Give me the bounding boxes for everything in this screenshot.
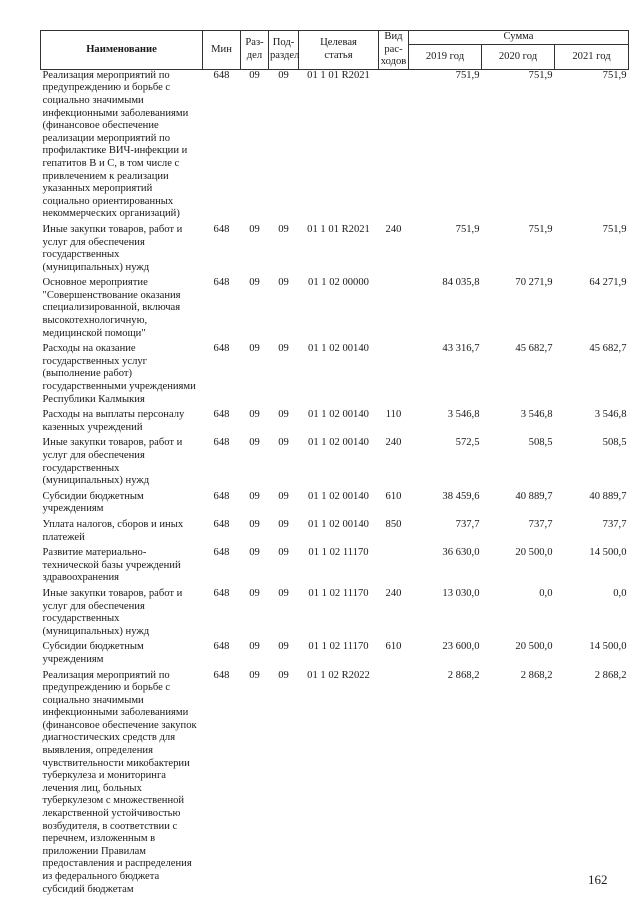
page-number: 162	[588, 872, 608, 887]
row-razdel: 09	[249, 223, 260, 235]
table-row	[41, 437, 629, 487]
row-name: Реализация мероприятий по предупреждению и борьбе с социально значимыми инфекционными заболеваниями (финансовое обеспечение реализации мероприятий по профилактике ВИЧ-инфекции и гепатитов В и С, в том числе с привлечением к реализации указанных мероприятий социально ориентированных некоммерческих организаций)	[42, 69, 189, 220]
row-sum-2021: 737,7	[602, 518, 627, 530]
row-sum-2019: 572,5	[455, 437, 480, 449]
header-vid-rashodov: Вид рас- ходов	[379, 31, 409, 70]
row-sum-2021: 508,5	[602, 437, 627, 449]
table-row	[41, 277, 629, 340]
row-vid-rashodov: 110	[385, 409, 402, 421]
row-celevaya-statya: 01 1 02 11170	[308, 587, 369, 599]
row-vid-rashodov	[379, 343, 409, 406]
row-celevaya-statya: 01 1 02 00140	[308, 437, 369, 449]
row-name: Иные закупки товаров, работ и услуг для обеспечения государственных (муниципальных) нужд	[42, 223, 183, 273]
row-name: Расходы на выплаты персоналу казенных учреждений	[42, 409, 185, 433]
row-celevaya-statya: 01 1 01 R2021	[307, 69, 370, 81]
row-podrazdel: 09	[278, 277, 289, 289]
table-row	[41, 547, 629, 585]
header-name: Наименование	[41, 31, 203, 70]
header-podrazdel: Под- раздел	[269, 31, 299, 70]
row-min: 648	[213, 641, 230, 653]
row-sum-2019: 737,7	[455, 518, 480, 530]
row-razdel: 09	[249, 518, 260, 530]
row-vid-rashodov	[379, 277, 409, 340]
table-row	[41, 641, 629, 666]
table-row	[41, 491, 629, 516]
row-celevaya-statya: 01 1 02 00140	[308, 518, 369, 530]
row-sum-2019: 23 600,0	[442, 641, 480, 653]
header-min: Мин	[203, 31, 241, 70]
row-podrazdel: 09	[278, 437, 289, 449]
row-sum-2020: 70 271,9	[515, 277, 553, 289]
row-celevaya-statya: 01 1 01 R2021	[307, 223, 370, 235]
row-sum-2021: 751,9	[602, 69, 627, 81]
row-sum-2020: 3 546,8	[520, 409, 553, 421]
header-year-2019: 2019 год	[409, 45, 482, 69]
row-sum-2021: 45 682,7	[589, 343, 627, 355]
row-razdel: 09	[249, 437, 260, 449]
header-year-2020: 2020 год	[482, 45, 555, 69]
row-vid-rashodov	[379, 670, 409, 897]
row-vid-rashodov: 850	[385, 518, 402, 530]
table-row	[41, 588, 629, 638]
row-celevaya-statya: 01 1 02 00140	[308, 409, 369, 421]
table-body	[41, 69, 629, 896]
row-razdel: 09	[249, 277, 260, 289]
row-podrazdel: 09	[278, 343, 289, 355]
row-sum-2020: 751,9	[528, 69, 553, 81]
row-razdel: 09	[249, 669, 260, 681]
row-sum-2019: 43 316,7	[442, 343, 480, 355]
row-razdel: 09	[249, 547, 260, 559]
row-sum-2021: 64 271,9	[589, 277, 627, 289]
row-sum-2020: 20 500,0	[515, 641, 553, 653]
row-sum-2019: 84 035,8	[442, 277, 480, 289]
row-podrazdel: 09	[278, 641, 289, 653]
row-vid-rashodov: 610	[385, 641, 402, 653]
row-celevaya-statya: 01 1 02 11170	[308, 547, 369, 559]
row-name: Расходы на оказание государственных услуг (выполнение работ) государственными учреждениями Республики Калмыкия	[42, 343, 196, 405]
row-vid-rashodov: 240	[385, 587, 402, 599]
row-min: 648	[213, 518, 230, 530]
table-row	[41, 519, 629, 544]
row-min: 648	[213, 669, 230, 681]
row-razdel: 09	[249, 641, 260, 653]
row-podrazdel: 09	[278, 490, 289, 502]
row-sum-2019: 751,9	[455, 223, 480, 235]
table-row	[41, 409, 629, 434]
row-name: Реализация мероприятий по предупреждению и борьбе с социально значимыми инфекционными заболеваниями (финансовое обеспечение закупок диагностических средств для выявления, определения чувствительности микобактерии туберкулеза и мониторинга лечения лиц, больных туберкулезом с множественной лекарственной устойчивостью возбудителя, в соответствии с перечнем, изложенным в приложении Правилам предоставления и распределения из федерального бюджета субсидий бюджетам	[42, 669, 197, 895]
row-celevaya-statya: 01 1 02 00140	[308, 490, 369, 502]
table-header	[41, 31, 629, 70]
row-min: 648	[213, 547, 230, 559]
row-razdel: 09	[249, 409, 260, 421]
table-row	[41, 343, 629, 406]
row-podrazdel: 09	[278, 587, 289, 599]
row-podrazdel: 09	[278, 547, 289, 559]
row-min: 648	[213, 587, 230, 599]
row-min: 648	[213, 223, 230, 235]
row-razdel: 09	[249, 69, 260, 81]
row-vid-rashodov: 240	[385, 223, 402, 235]
header-celevaya-statya: Целевая статья	[299, 31, 379, 70]
header-year-2021: 2021 год	[555, 45, 629, 69]
row-podrazdel: 09	[278, 223, 289, 235]
row-razdel: 09	[249, 587, 260, 599]
row-sum-2020: 2 868,2	[520, 669, 553, 681]
row-name: Иные закупки товаров, работ и услуг для обеспечения государственных (муниципальных) нужд	[42, 437, 183, 487]
header-razdel: Раз- дел	[241, 31, 269, 70]
row-celevaya-statya: 01 1 02 11170	[308, 641, 369, 653]
row-sum-2019: 38 459,6	[442, 490, 480, 502]
row-sum-2019: 2 868,2	[447, 669, 480, 681]
row-name: Субсидии бюджетным учреждениям	[42, 641, 144, 665]
row-vid-rashodov	[379, 69, 409, 221]
row-celevaya-statya: 01 1 02 00140	[308, 343, 369, 355]
row-min: 648	[213, 343, 230, 355]
row-sum-2020: 20 500,0	[515, 547, 553, 559]
row-vid-rashodov	[379, 547, 409, 585]
row-vid-rashodov: 610	[385, 490, 402, 502]
row-sum-2021: 40 889,7	[589, 490, 627, 502]
row-sum-2020: 40 889,7	[515, 490, 553, 502]
row-podrazdel: 09	[278, 669, 289, 681]
row-celevaya-statya: 01 1 02 00000	[308, 277, 369, 289]
row-sum-2019: 36 630,0	[442, 547, 480, 559]
row-sum-2021: 3 546,8	[594, 409, 627, 421]
header-summa: Сумма	[409, 31, 629, 45]
row-name: Субсидии бюджетным учреждениям	[42, 490, 144, 515]
row-razdel: 09	[249, 343, 260, 355]
table-row	[41, 224, 629, 274]
row-sum-2020: 751,9	[528, 223, 553, 235]
row-sum-2021: 14 500,0	[589, 547, 627, 559]
table-row	[41, 69, 629, 221]
row-sum-2019: 3 546,8	[447, 409, 480, 421]
row-sum-2020: 737,7	[528, 518, 553, 530]
row-min: 648	[213, 437, 230, 449]
row-razdel: 09	[249, 490, 260, 502]
row-vid-rashodov: 240	[385, 437, 402, 449]
row-min: 648	[213, 277, 230, 289]
row-podrazdel: 09	[278, 518, 289, 530]
row-min: 648	[213, 490, 230, 502]
row-name: Основное мероприятие "Совершенствование оказания специализированной, включая высокотехнологичную, медицинской помощи"	[42, 277, 181, 339]
row-name: Иные закупки товаров, работ и услуг для обеспечения государственных (муниципальных) нужд	[42, 587, 183, 637]
row-sum-2021: 14 500,0	[589, 641, 627, 653]
row-sum-2021: 0,0	[613, 587, 627, 599]
row-sum-2020: 508,5	[528, 437, 553, 449]
row-celevaya-statya: 01 1 02 R2022	[307, 669, 370, 681]
row-podrazdel: 09	[278, 409, 289, 421]
row-podrazdel: 09	[278, 69, 289, 81]
row-sum-2020: 45 682,7	[515, 343, 553, 355]
row-name: Развитие материально-технической базы учреждений здравоохранения	[42, 547, 181, 584]
row-sum-2019: 751,9	[455, 69, 480, 81]
row-sum-2021: 2 868,2	[594, 669, 627, 681]
row-sum-2020: 0,0	[539, 587, 553, 599]
table-row	[41, 670, 629, 897]
row-min: 648	[213, 409, 230, 421]
budget-table	[40, 30, 629, 896]
row-sum-2021: 751,9	[602, 223, 627, 235]
row-name: Уплата налогов, сборов и иных платежей	[42, 518, 184, 543]
row-min: 648	[213, 69, 230, 81]
row-sum-2019: 13 030,0	[442, 587, 480, 599]
budget-document	[40, 30, 628, 896]
